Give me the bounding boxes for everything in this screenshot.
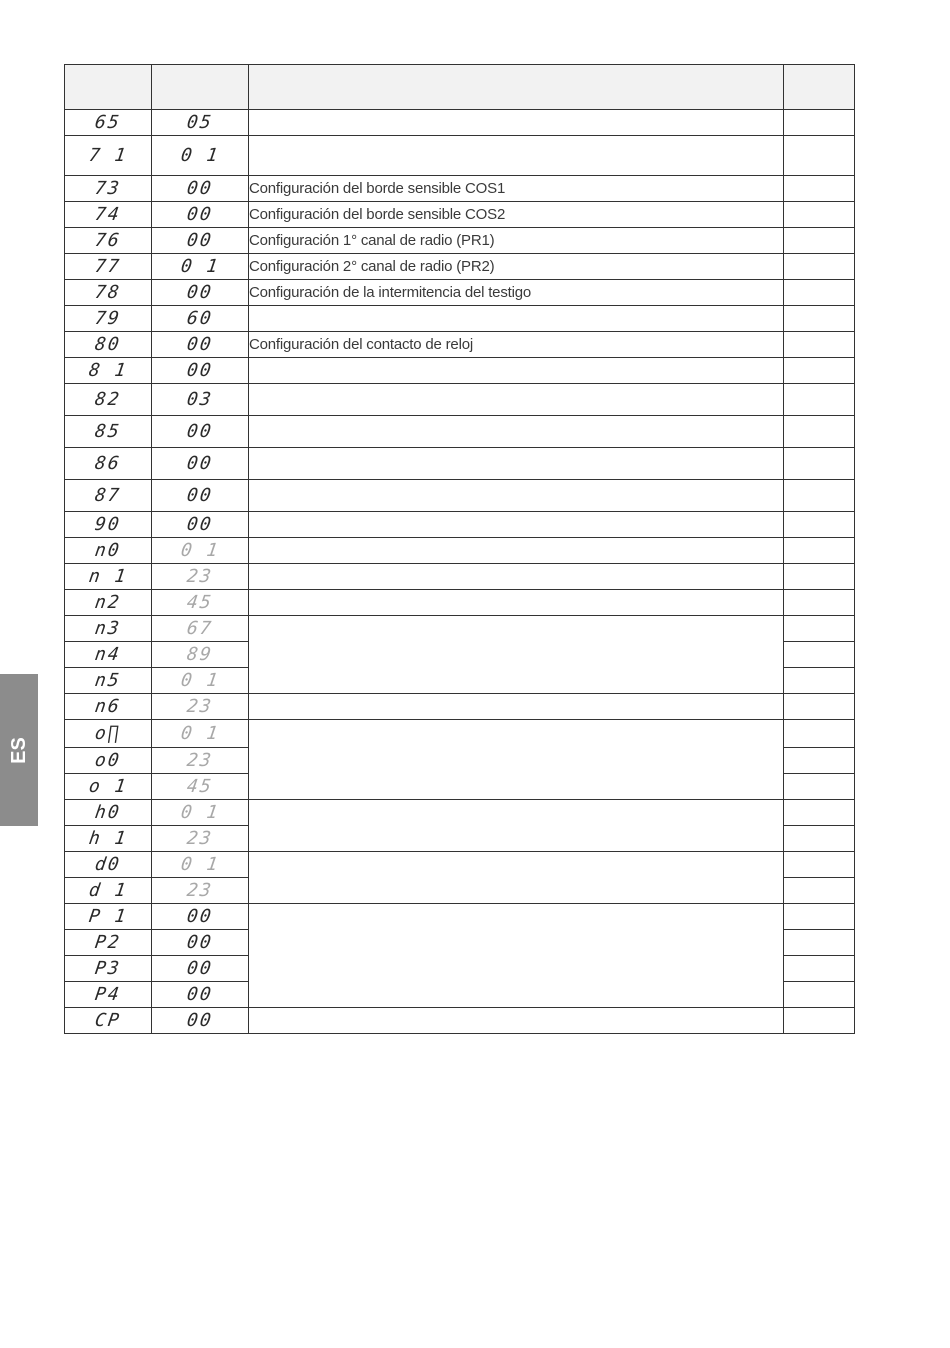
table-row [65,176,855,202]
parameter-code-cell [65,694,152,720]
table-row [65,202,855,228]
parameter-code: CP [93,1010,123,1031]
parameter-code: n2 [93,592,123,613]
parameter-code-cell [65,956,152,982]
parameter-value: 00 [185,334,215,355]
parameter-code: 8 1 [87,360,129,381]
header-cell-extra [784,65,855,110]
parameter-value: 00 [185,282,215,303]
parameter-value-cell [152,254,249,280]
parameter-description: Configuración 1° canal de radio (PR1) [249,228,784,254]
parameter-extra-cell [784,202,855,228]
parameter-code: P3 [93,958,123,979]
parameter-code-cell [65,228,152,254]
parameter-code-cell [65,800,152,826]
parameter-value-cell [152,616,249,642]
parameter-code-cell [65,254,152,280]
parameter-value: 00 [185,421,215,442]
parameter-extra-cell [784,416,855,448]
parameter-value: 00 [185,514,215,535]
parameter-value-cell [152,748,249,774]
parameter-extra-cell [784,668,855,694]
parameter-value-cell [152,110,249,136]
parameter-code: o0 [93,750,123,771]
parameter-value: 23 [185,696,215,717]
parameter-code-cell [65,384,152,416]
table-row [65,694,855,720]
table-row [65,564,855,590]
parameter-extra-cell [784,774,855,800]
parameter-code: 90 [93,514,123,535]
parameter-extra-cell [784,448,855,480]
parameter-value: 00 [185,453,215,474]
parameter-extra-cell [784,956,855,982]
table-row [65,616,855,642]
parameter-value-cell [152,228,249,254]
parameter-code: 80 [93,334,123,355]
parameter-code: 79 [93,308,123,329]
table-row [65,332,855,358]
parameter-code: 77 [93,256,123,277]
parameter-code: h 1 [87,828,129,849]
parameter-value-cell [152,448,249,480]
parameter-value-cell [152,642,249,668]
parameter-code: 74 [93,204,123,225]
parameter-extra-cell [784,590,855,616]
parameter-code-cell [65,590,152,616]
parameter-code-cell [65,774,152,800]
parameter-value: 00 [185,1010,215,1031]
header-cell-description [249,65,784,110]
parameter-code: h0 [93,802,123,823]
parameter-extra-cell [784,982,855,1008]
parameter-description [249,720,784,800]
parameter-code: n6 [93,696,123,717]
parameter-code: o∏ [93,723,123,744]
parameter-value-cell [152,904,249,930]
table-row [65,254,855,280]
parameter-code-cell [65,538,152,564]
parameter-value: 03 [185,389,215,410]
parameter-value-cell [152,564,249,590]
parameter-code: d0 [93,854,123,875]
parameter-description [249,384,784,416]
parameter-code-cell [65,136,152,176]
parameter-code-cell [65,358,152,384]
parameter-code: 73 [93,178,123,199]
parameter-value-cell [152,480,249,512]
parameter-extra-cell [784,538,855,564]
parameter-code-cell [65,416,152,448]
parameter-extra-cell [784,904,855,930]
parameter-value-cell [152,512,249,538]
parameter-code-cell [65,982,152,1008]
parameter-description [249,416,784,448]
parameter-value: 0 1 [179,540,221,561]
table-row [65,512,855,538]
parameter-extra-cell [784,110,855,136]
parameter-description: Configuración del borde sensible COS1 [249,176,784,202]
parameter-extra-cell [784,800,855,826]
parameter-value-cell [152,956,249,982]
parameter-code-cell [65,852,152,878]
parameter-value: 0 1 [179,145,221,166]
language-tab [0,674,38,826]
parameter-value: 0 1 [179,670,221,691]
parameter-code: P 1 [87,906,129,927]
parameter-code-cell [65,904,152,930]
parameter-code-cell [65,616,152,642]
parameter-value: 00 [185,485,215,506]
parameter-code-cell [65,176,152,202]
table-row [65,228,855,254]
parameter-extra-cell [784,512,855,538]
parameter-description [249,564,784,590]
parameter-code-cell [65,110,152,136]
parameter-description [249,358,784,384]
parameter-value: 67 [185,618,215,639]
parameter-value-cell [152,720,249,748]
parameter-code-cell [65,826,152,852]
parameter-code: d 1 [87,880,129,901]
parameter-value: 0 1 [179,802,221,823]
parameter-extra-cell [784,930,855,956]
parameter-code: o 1 [87,776,129,797]
parameter-description [249,480,784,512]
table-row [65,538,855,564]
parameter-value-cell [152,668,249,694]
table-header-row [65,65,855,110]
parameter-extra-cell [784,720,855,748]
parameter-value-cell [152,930,249,956]
parameter-code: 65 [93,112,123,133]
parameter-code-cell [65,202,152,228]
header-cell-value [152,65,249,110]
parameter-value: 45 [185,592,215,613]
parameter-code-cell [65,642,152,668]
parameter-code: n3 [93,618,123,639]
parameter-extra-cell [784,642,855,668]
table-row [65,384,855,416]
table-row [65,280,855,306]
parameter-description [249,110,784,136]
parameter-description: Configuración 2° canal de radio (PR2) [249,254,784,280]
parameter-description: Configuración de la intermitencia del testigo [249,280,784,306]
parameter-value: 0 1 [179,256,221,277]
table-row [65,136,855,176]
parameter-code-cell [65,930,152,956]
table-row [65,720,855,748]
parameter-description: Configuración del contacto de reloj [249,332,784,358]
parameter-extra-cell [784,1008,855,1034]
parameter-extra-cell [784,748,855,774]
parameter-value-cell [152,384,249,416]
table-row [65,1008,855,1034]
parameter-code: n4 [93,644,123,665]
parameter-extra-cell [784,616,855,642]
parameter-description [249,306,784,332]
parameter-extra-cell [784,254,855,280]
parameter-extra-cell [784,826,855,852]
parameter-value-cell [152,1008,249,1034]
parameter-value: 00 [185,984,215,1005]
parameter-code-cell [65,280,152,306]
parameter-description [249,538,784,564]
parameter-value-cell [152,826,249,852]
parameter-code-cell [65,480,152,512]
parameter-extra-cell [784,852,855,878]
parameter-extra-cell [784,228,855,254]
parameter-value: 23 [185,750,215,771]
parameter-value-cell [152,694,249,720]
parameter-code: 78 [93,282,123,303]
parameter-code: 82 [93,389,123,410]
parameter-extra-cell [784,332,855,358]
parameter-value-cell [152,358,249,384]
table-row [65,448,855,480]
parameter-code: 86 [93,453,123,474]
parameter-value-cell [152,136,249,176]
parameter-value: 00 [185,932,215,953]
parameter-value-cell [152,538,249,564]
parameter-value-cell [152,280,249,306]
parameter-code-cell [65,564,152,590]
parameter-code-cell [65,720,152,748]
parameter-value: 00 [185,360,215,381]
table-row [65,416,855,448]
parameter-code-cell [65,448,152,480]
parameter-code: 87 [93,485,123,506]
parameter-value-cell [152,332,249,358]
parameter-description [249,136,784,176]
parameter-description [249,590,784,616]
parameter-value: 23 [185,828,215,849]
parameter-code: n0 [93,540,123,561]
parameter-value: 05 [185,112,215,133]
parameter-extra-cell [784,694,855,720]
parameter-extra-cell [784,306,855,332]
parameter-value-cell [152,982,249,1008]
parameter-description [249,512,784,538]
parameter-value: 45 [185,776,215,797]
parameter-description [249,448,784,480]
table-row [65,306,855,332]
parameter-table [64,64,855,1034]
parameter-code-cell [65,668,152,694]
parameter-code-cell [65,878,152,904]
table-row [65,904,855,930]
parameter-code-cell [65,512,152,538]
language-tab-label: ES [7,736,30,764]
parameter-extra-cell [784,564,855,590]
parameter-extra-cell [784,384,855,416]
parameter-value: 23 [185,566,215,587]
table-row [65,110,855,136]
parameter-extra-cell [784,136,855,176]
parameter-code: P4 [93,984,123,1005]
parameter-value-cell [152,176,249,202]
parameter-value-cell [152,590,249,616]
parameter-code: n 1 [87,566,129,587]
parameter-value: 89 [185,644,215,665]
parameter-description: Configuración del borde sensible COS2 [249,202,784,228]
parameter-value: 00 [185,178,215,199]
parameter-description [249,904,784,1008]
parameter-value: 00 [185,958,215,979]
parameter-value-cell [152,202,249,228]
parameter-value-cell [152,800,249,826]
parameter-description [249,616,784,694]
table-row [65,480,855,512]
parameter-value: 0 1 [179,854,221,875]
parameter-code: n5 [93,670,123,691]
parameter-extra-cell [784,878,855,904]
parameter-code: P2 [93,932,123,953]
parameter-value: 00 [185,906,215,927]
parameter-code: 7 1 [87,145,129,166]
table-row [65,358,855,384]
parameter-extra-cell [784,358,855,384]
parameter-description [249,694,784,720]
parameter-code-cell [65,332,152,358]
parameter-code-cell [65,748,152,774]
table-row [65,852,855,878]
parameter-value: 23 [185,880,215,901]
parameter-value: 60 [185,308,215,329]
parameter-extra-cell [784,280,855,306]
parameter-description [249,852,784,904]
parameter-value-cell [152,416,249,448]
parameter-value: 00 [185,204,215,225]
parameter-code-cell [65,1008,152,1034]
parameter-code: 85 [93,421,123,442]
table-body [65,110,855,1034]
parameter-extra-cell [784,480,855,512]
parameter-value-cell [152,774,249,800]
parameter-value: 00 [185,230,215,251]
table-row [65,800,855,826]
parameter-description [249,1008,784,1034]
parameter-code-cell [65,306,152,332]
parameter-value: 0 1 [179,723,221,744]
table-row [65,590,855,616]
parameter-extra-cell [784,176,855,202]
parameter-code: 76 [93,230,123,251]
parameter-value-cell [152,852,249,878]
parameter-description [249,800,784,852]
parameter-value-cell [152,306,249,332]
header-cell-code [65,65,152,110]
parameter-value-cell [152,878,249,904]
